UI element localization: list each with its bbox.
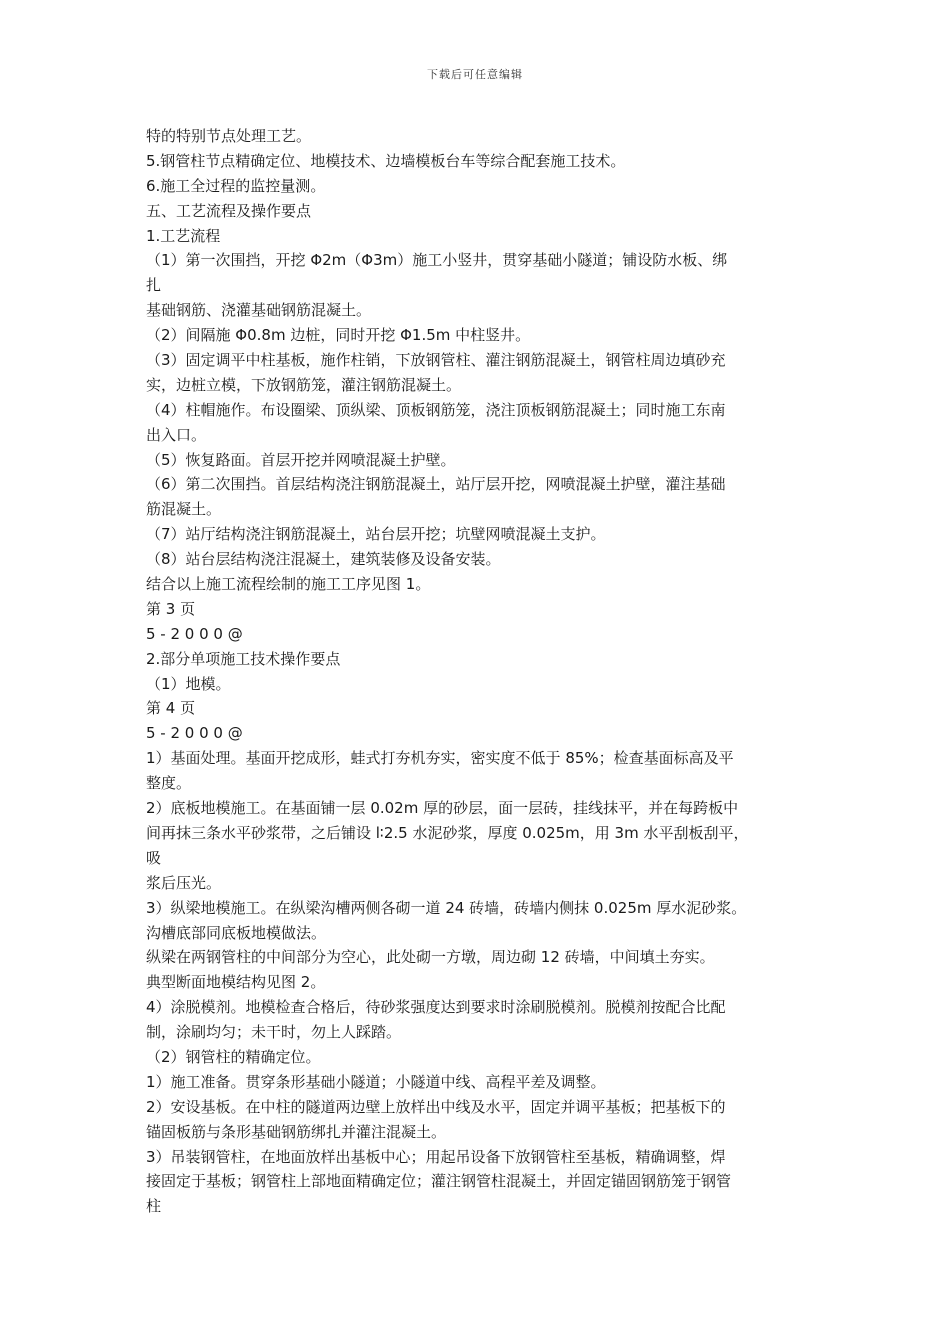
text-line: 间再抹三条水平砂浆带，之后铺设 l∶2.5 水泥砂浆，厚度 0.025m，用 3m 水平刮板刮平， (146, 823, 749, 842)
text-line: 第 3 页 (146, 599, 196, 618)
text-line: 4）涂脱模剂。地模检查合格后，待砂浆强度达到要求时涂刷脱模剂。脱模剂按配合比配 (146, 998, 726, 1017)
text-line: 5 - 2 0 0 0 @ (146, 624, 243, 643)
text-line: 浆后压光。 (146, 873, 222, 892)
text-line: 1.工艺流程 (146, 226, 221, 245)
text-line: 基础钢筋、浇灌基础钢筋混凝土。 (146, 301, 372, 320)
document-body (146, 124, 826, 1219)
text-line: 沟槽底部同底板地模做法。 (146, 923, 327, 942)
text-line: 特的特别节点处理工艺。 (146, 127, 312, 145)
text-line: （2）间隔施 Φ0.8m 边桩，同时开挖 Φ1.5m 中柱竖井。 (146, 326, 531, 345)
text-line: 结合以上施工流程绘制的施工工序见图 1。 (146, 575, 431, 594)
text-line: （5）恢复路面。首层开挖并网喷混凝土护壁。 (146, 450, 456, 469)
text-line: 整度。 (146, 774, 192, 793)
text-line: 6.施工全过程的监控量测。 (146, 176, 326, 195)
text-line: 典型断面地模结构见图 2。 (146, 973, 326, 992)
text-line: 筋混凝土。 (146, 500, 222, 519)
text-line: 柱 (146, 1197, 162, 1216)
text-line: 2）安设基板。在中柱的隧道两边壁上放样出中线及水平，固定并调平基板；把基板下的 (146, 1097, 726, 1116)
text-line: 实，边桩立模，下放钢筋笼，灌注钢筋混凝土。 (146, 375, 462, 394)
text-line: 锚固板筋与条形基础钢筋绑扎并灌注混凝土。 (146, 1122, 447, 1141)
text-line: （1）地模。 (146, 674, 231, 693)
text-line: 3）吊装钢管柱，在地面放样出基板中心；用起吊设备下放钢管柱至基板，精确调整，焊 (146, 1147, 726, 1166)
text-line: 1）施工准备。贯穿条形基础小隧道；小隧道中线、高程平差及调整。 (146, 1072, 606, 1091)
text-line: （6）第二次围挡。首层结构浇注钢筋混凝土，站厅层开挖，网喷混凝土护壁，灌注基础 (146, 475, 726, 494)
text-line: 3）纵梁地模施工。在纵梁沟槽两侧各砌一道 24 砖墙，砖墙内侧抹 0.025m 厚水泥砂浆。 (146, 898, 747, 917)
text-line: 五、工艺流程及操作要点 (146, 201, 312, 220)
text-line: 2.部分单项施工技术操作要点 (146, 649, 341, 668)
text-line: 第 4 页 (146, 699, 196, 718)
text-line: （7）站厅结构浇注钢筋混凝土，站台层开挖；坑壁网喷混凝土支护。 (146, 525, 606, 544)
text-line: 5 - 2 0 0 0 @ (146, 724, 243, 743)
text-line: （1）第一次围挡，开挖 Φ2m（Φ3m）施工小竖井，贯穿基础小隧道；铺设防水板、绑 (146, 251, 728, 270)
text-line: 扎 (146, 276, 162, 295)
text-line: 1）基面处理。基面开挖成形，蛙式打夯机夯实，密实度不低于 85%；检查基面标高及平 (146, 749, 734, 768)
text-line: 出入口。 (146, 425, 207, 444)
text-line: 2）底板地模施工。在基面铺一层 0.02m 厚的砂层，面一层砖，挂线抹平，并在每跨板中 (146, 799, 739, 818)
text-line: 吸 (146, 848, 162, 867)
text-line: 5.钢管柱节点精确定位、地模技术、边墙模板台车等综合配套施工技术。 (146, 151, 626, 170)
text-line: （4）柱帽施作。布设圈梁、顶纵梁、顶板钢筋笼，浇注顶板钢筋混凝土；同时施工东南 (146, 400, 726, 419)
text-line: 制，涂刷均匀；未干时，勿上人踩踏。 (146, 1023, 402, 1042)
page-header: 下载后可任意编辑 (427, 68, 523, 81)
text-line: 接固定于基板；钢管柱上部地面精确定位；灌注钢管柱混凝土，并固定锚固钢筋笼于钢管 (146, 1172, 732, 1191)
text-line: （3）固定调平中柱基板，施作柱销，下放钢管柱、灌注钢筋混凝土，钢管柱周边填砂充 (146, 351, 726, 370)
text-line: （2）钢管柱的精确定位。 (146, 1047, 321, 1066)
text-line: 纵梁在两钢管柱的中间部分为空心，此处砌一方墩，周边砌 12 砖墙，中间填土夯实。 (146, 948, 715, 967)
text-line: （8）站台层结构浇注混凝土，建筑装修及设备安装。 (146, 550, 501, 569)
